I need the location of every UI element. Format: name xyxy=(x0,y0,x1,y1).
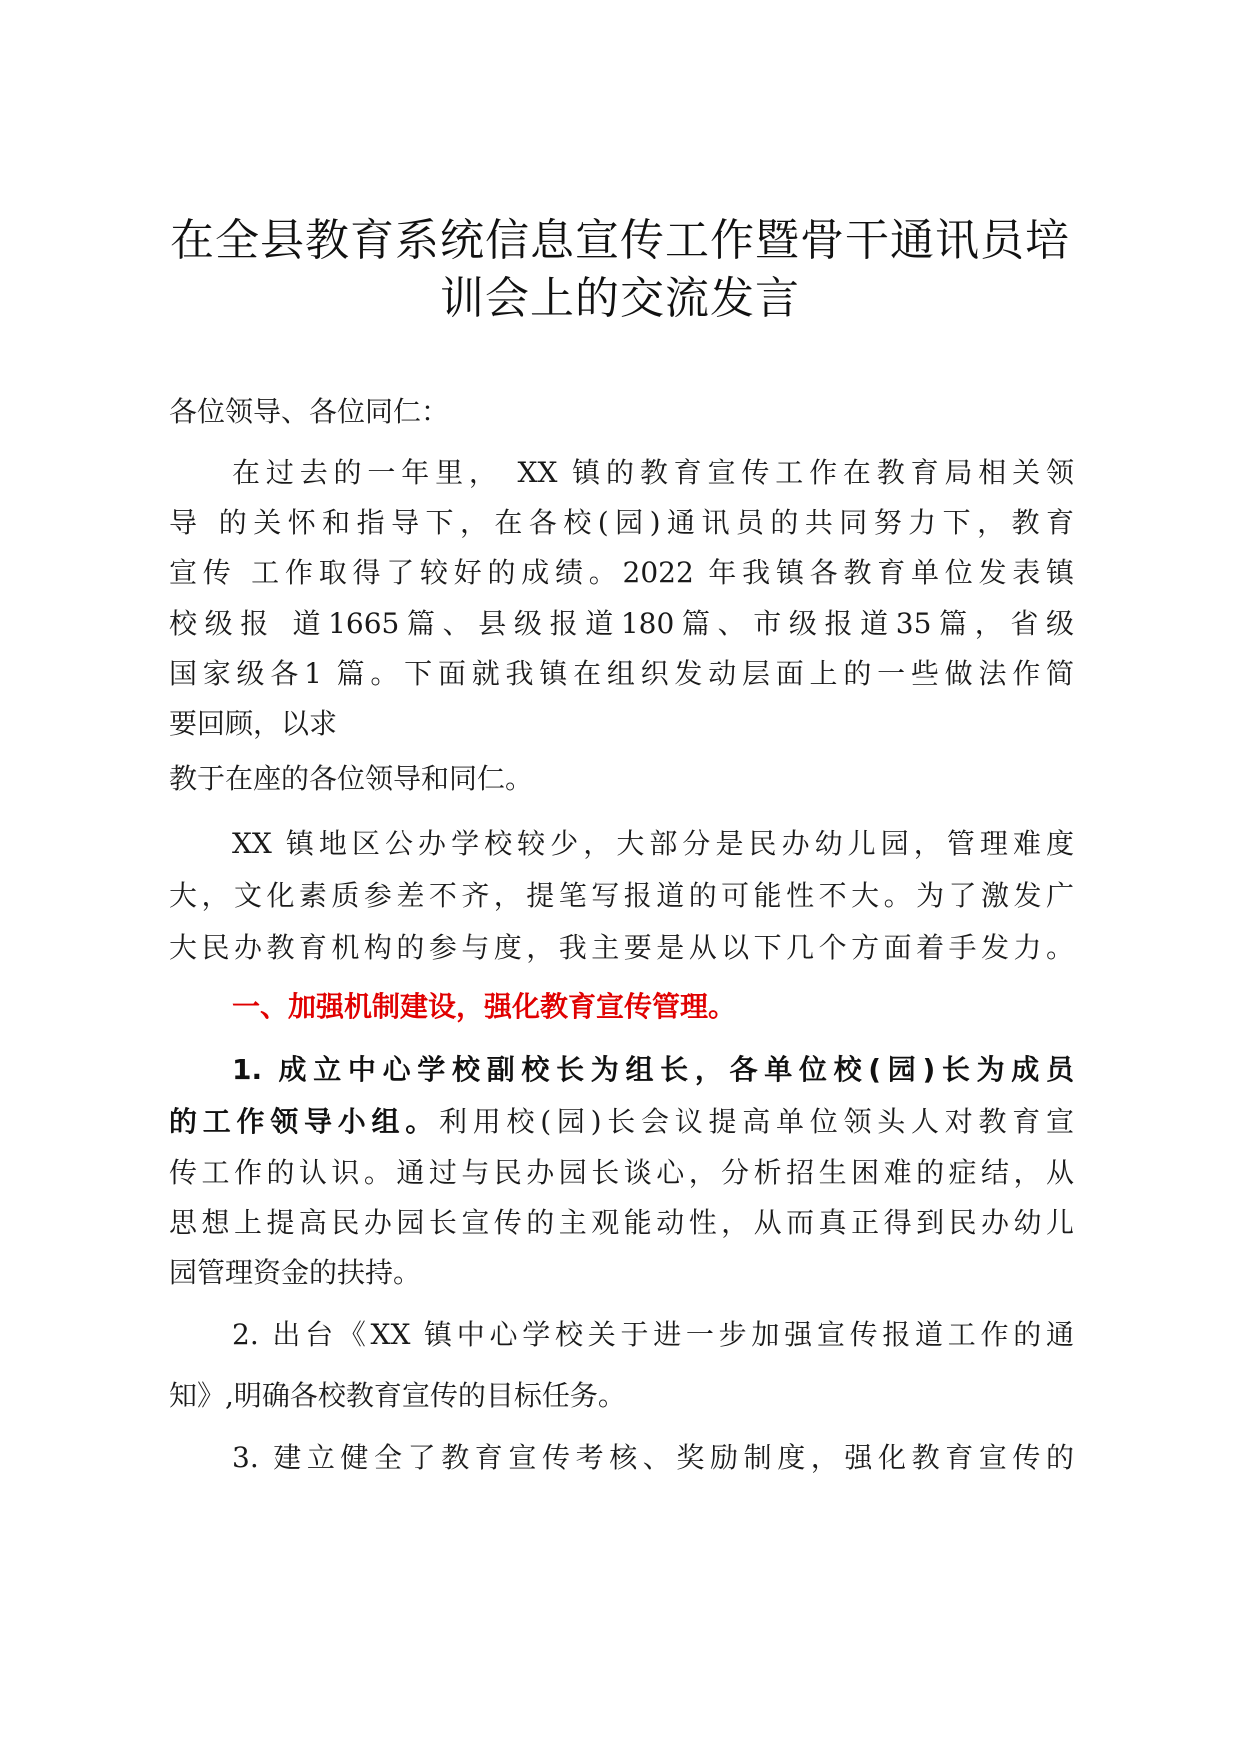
item-1-line-2-text: 利用校(园)长会议提高单位领头人对教育宣 xyxy=(438,1105,1074,1138)
item-1-heading-line-1: 1. 成立中心学校副校长为组长，各单位校(园)长为成员 xyxy=(232,1053,1074,1086)
paragraph-2-line-1: XX 镇地区公办学校较少，大部分是民办幼儿园，管理难度 xyxy=(232,827,1074,860)
item-3-line-1: 3. 建立健全了教育宣传考核、奖励制度，强化教育宣传的 xyxy=(232,1441,1074,1474)
item-2-line-2: 知》,明确各校教育宣传的目标任务。 xyxy=(169,1379,626,1412)
item-1-line-2 xyxy=(169,1100,1074,1144)
document-title xyxy=(150,212,1090,328)
paragraph-1-line-7: 教于在座的各位领导和同仁。 xyxy=(169,762,534,795)
paragraph-1-line-2: 导 的关怀和指导下，在各校(园)通讯员的共同努力下，教育 xyxy=(169,506,1074,539)
paragraph-1-line-4: 校级报 道1665篇、县级报道180篇、市级报道35篇，省级 xyxy=(169,607,1074,640)
item-1-line-4: 思想上提高民办园长宣传的主观能动性，从而真正得到民办幼儿 xyxy=(169,1206,1074,1239)
item-1-line-5: 园管理资金的扶持。 xyxy=(169,1256,422,1289)
section-1-heading: 一、加强机制建设，强化教育宣传管理。 xyxy=(232,990,737,1023)
paragraph-1-line-6: 要回顾，以求 xyxy=(169,707,338,740)
item-1-line-3: 传工作的认识。通过与民办园长谈心，分析招生困难的症结，从 xyxy=(169,1156,1074,1189)
title-line-2: 训会上的交流发言 xyxy=(440,273,800,324)
item-1-heading-line-2: 的工作领导小组。 xyxy=(169,1105,439,1138)
paragraph-2-line-3: 大民办教育机构的参与度，我主要是从以下几个方面着手发力。 xyxy=(169,931,1074,964)
item-2-line-1: 2. 出台《XX 镇中心学校关于进一步加强宣传报道工作的通 xyxy=(232,1318,1074,1351)
paragraph-1-line-3: 宣传 工作取得了较好的成绩。2022 年我镇各教育单位发表镇 xyxy=(169,556,1074,589)
paragraph-1-line-1: 在过去的一年里， XX 镇的教育宣传工作在教育局相关领 xyxy=(232,456,1074,489)
title-line-1: 在全县教育系统信息宣传工作暨骨干通讯员培 xyxy=(170,215,1070,266)
paragraph-1-line-5: 国家级各1 篇。下面就我镇在组织发动层面上的一些做法作简 xyxy=(169,657,1074,690)
salutation: 各位领导、各位同仁： xyxy=(169,395,450,428)
paragraph-2-line-2: 大，文化素质参差不齐，提笔写报道的可能性不大。为了激发广 xyxy=(169,879,1074,912)
